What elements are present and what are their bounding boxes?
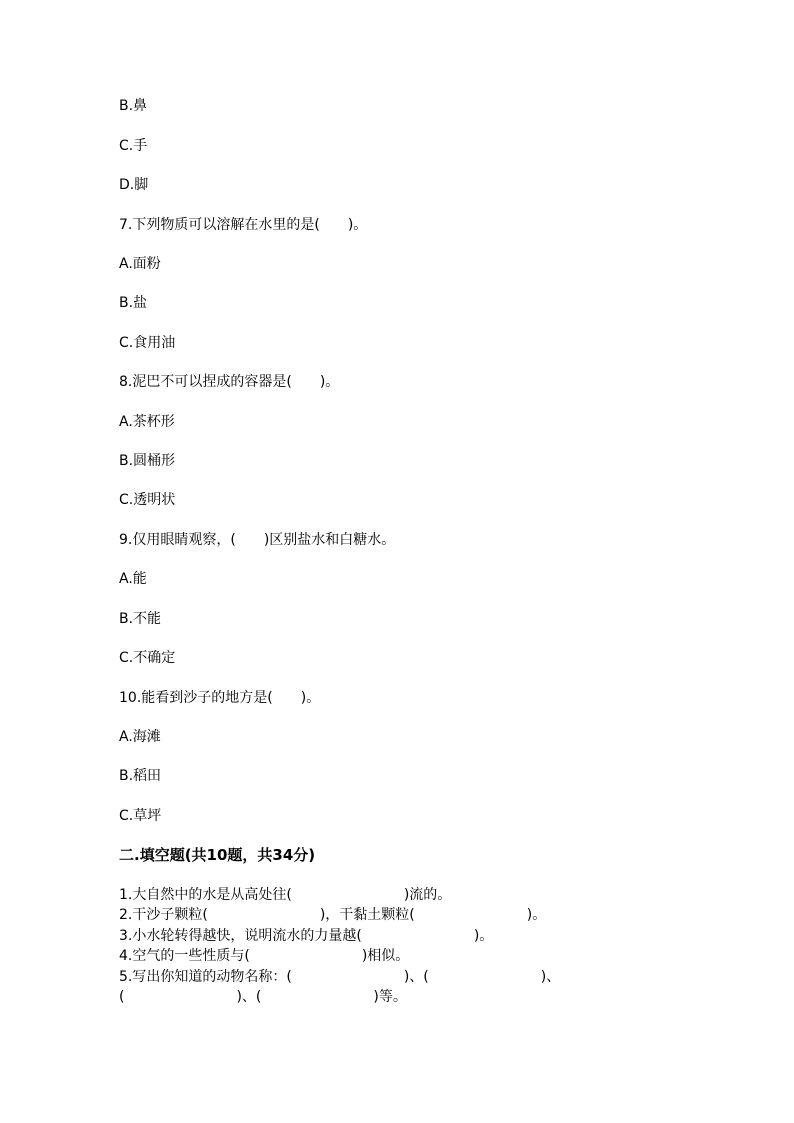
q6-option-d: D.脚 — [119, 177, 149, 193]
q8-option-c: C.透明状 — [119, 492, 176, 508]
question-9: 9.仅用眼睛观察，( )区别盐水和白糖水。 — [119, 532, 396, 548]
fill-question-5-line-1: 5.写出你知道的动物名称：( )、( )、 — [119, 969, 561, 985]
question-8: 8.泥巴不可以捏成的容器是( )。 — [119, 374, 340, 390]
q10-option-c: C.草坪 — [119, 808, 162, 824]
q10-option-a: A.海滩 — [119, 729, 161, 745]
section-heading-fill-in: 二.填空题(共10题，共34分) — [119, 846, 316, 864]
fill-question-3: 3.小水轮转得越快，说明流水的力量越( )。 — [119, 928, 494, 944]
q7-option-b: B.盐 — [119, 295, 148, 311]
fill-question-1: 1.大自然中的水是从高处往( )流的。 — [119, 887, 452, 903]
fill-question-5-line-2: ( )、( )等。 — [119, 989, 407, 1005]
q7-option-a: A.面粉 — [119, 256, 161, 272]
q8-option-a: A.茶杯形 — [119, 414, 175, 430]
fill-question-2: 2.干沙子颗粒( )，干黏土颗粒( )。 — [119, 907, 547, 923]
q9-option-b: B.不能 — [119, 611, 162, 627]
q8-option-b: B.圆桶形 — [119, 453, 176, 469]
q7-option-c: C.食用油 — [119, 335, 176, 351]
question-7: 7.下列物质可以溶解在水里的是( )。 — [119, 217, 368, 233]
q9-option-a: A.能 — [119, 571, 147, 587]
q6-option-b: B.鼻 — [119, 98, 148, 114]
question-10: 10.能看到沙子的地方是( )。 — [119, 690, 321, 706]
q9-option-c: C.不确定 — [119, 650, 176, 666]
q6-option-c: C.手 — [119, 138, 148, 154]
q10-option-b: B.稻田 — [119, 768, 162, 784]
fill-question-4: 4.空气的一些性质与( )相似。 — [119, 948, 410, 964]
